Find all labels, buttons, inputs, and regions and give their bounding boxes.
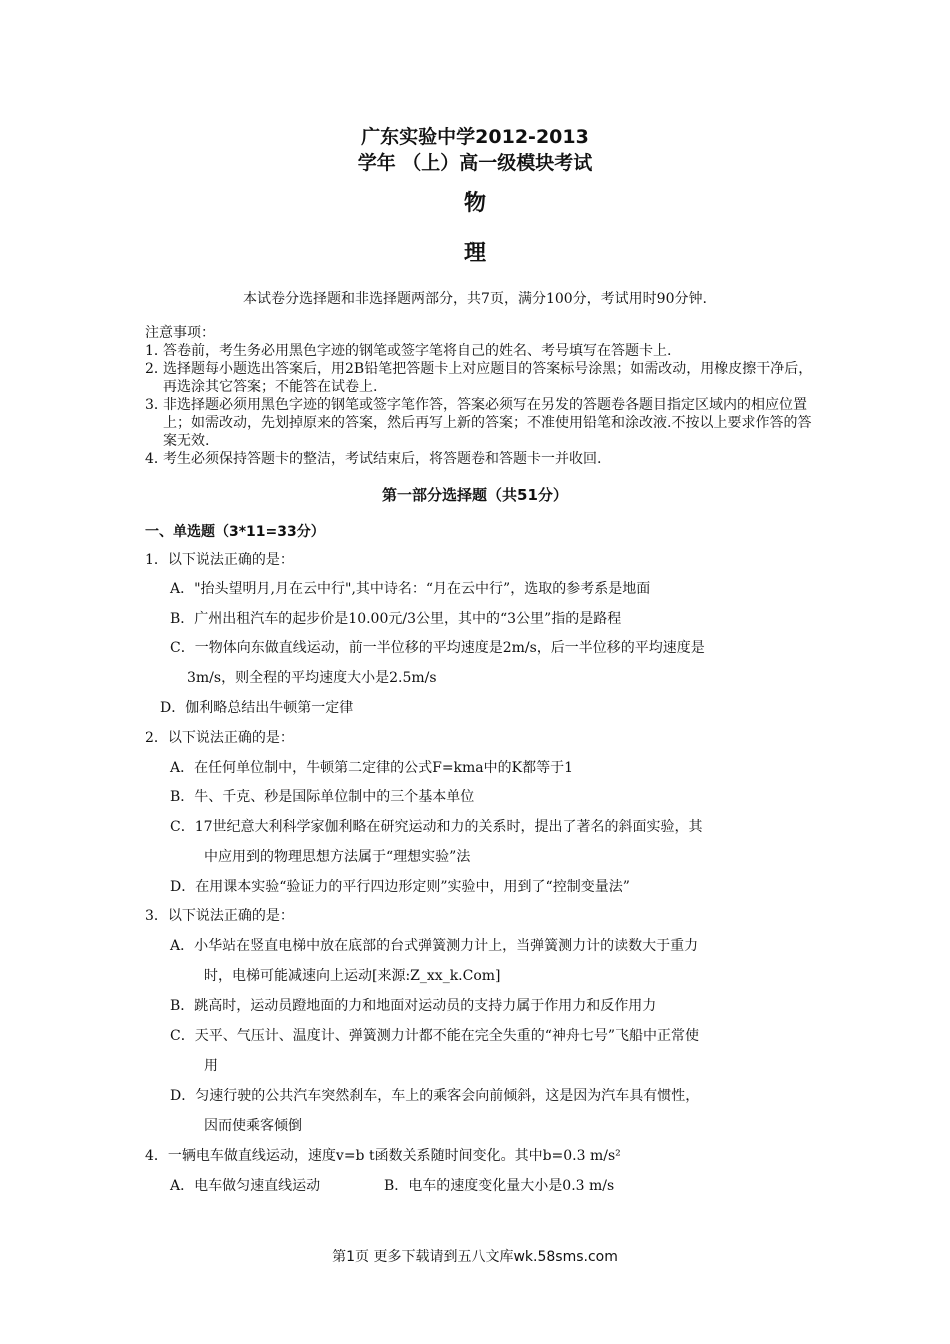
- question-1-option-c-line1: C．一物体向东做直线运动，前一半位移的平均速度是2m/s，后一半位移的平均速度是: [170, 640, 705, 656]
- note-number: 4．: [145, 451, 168, 467]
- note-number: 1．: [145, 343, 168, 359]
- note-item: [145, 342, 825, 360]
- notes-heading: 注意事项：: [145, 325, 215, 341]
- note-number: 2．: [145, 361, 168, 377]
- question-3-option-c-line1: C．天平、气压计、温度计、弹簧测力计都不能在完全失重的“神舟七号”飞船中正常使: [170, 1028, 700, 1044]
- exam-title-line2: 学年 （上）高一级模块考试: [357, 152, 593, 174]
- question-3-option-c-line2: 用: [204, 1058, 218, 1074]
- question-2-option-b: B．牛、千克、秒是国际单位制中的三个基本单位: [170, 789, 475, 805]
- question-1-stem: 1．以下说法正确的是：: [145, 552, 294, 568]
- subject-char-wu: 物: [463, 191, 486, 216]
- question-2-option-d: D．在用课本实验“验证力的平行四边形定则”实验中，用到了“控制变量法”: [170, 879, 630, 895]
- question-3-option-b: B．跳高时，运动员蹬地面的力和地面对运动员的支持力属于作用力和反作用力: [170, 998, 657, 1014]
- question-1-option-c-line2: 3m/s，则全程的平均速度大小是2.5m/s: [187, 670, 437, 686]
- question-1-option-a: A．"抬头望明月,月在云中行",其中诗名：“月在云中行”，选取的参考系是地面: [170, 581, 651, 597]
- question-4-stem: 4．一辆电车做直线运动，速度v=b t函数关系随时间变化。其中b=0.3 m/s²: [145, 1148, 621, 1164]
- part-one-title: 第一部分选择题（共51分）: [382, 486, 568, 504]
- notes-section: [145, 324, 825, 468]
- note-text: 非选择题必须用黑色字迹的钢笔或签字笔作答，答案必须写在另发的答题卷各题目指定区域内的相应位置上；如需改动，先划掉原来的答案，然后再写上新的答案；不准使用铅笔和涂改液.不按以上要求作答的答案无效.: [163, 397, 812, 449]
- note-text: 考生必须保持答题卡的整洁，考试结束后，将答题卷和答题卡一并收回.: [163, 451, 602, 467]
- note-text: 选择题每小题选出答案后，用2B铅笔把答题卡上对应题目的答案标号涂黑；如需改动，用橡皮擦干净后，再选涂其它答案；不能答在试卷上.: [163, 361, 813, 395]
- question-3-option-d-line2: 因而使乘客倾倒: [204, 1118, 302, 1134]
- question-1-option-b: B．广州出租汽车的起步价是10.00元/3公里，其中的“3公里”指的是路程: [170, 611, 622, 627]
- question-2-option-c-line2: 中应用到的物理思想方法属于“理想实验”法: [204, 849, 471, 865]
- question-1-option-d: D．伽利略总结出牛顿第一定律: [160, 700, 354, 716]
- question-3-option-d-line1: D．匀速行驶的公共汽车突然刹车，车上的乘客会向前倾斜，这是因为汽车具有惯性，: [170, 1088, 700, 1104]
- note-item: [145, 360, 825, 396]
- question-3-option-a-line2: 时，电梯可能减速向上运动[来源:Z_xx_k.Com]: [204, 968, 501, 984]
- exam-intro: 本试卷分选择题和非选择题两部分，共7页，满分100分，考试用时90分钟.: [243, 291, 707, 307]
- subject-char-li: 理: [463, 241, 486, 266]
- question-3-stem: 3．以下说法正确的是：: [145, 908, 294, 924]
- question-2-option-a: A．在任何单位制中，牛顿第二定律的公式F=kma中的K都等于1: [170, 760, 574, 776]
- note-item: [145, 450, 825, 468]
- note-item: [145, 396, 825, 450]
- question-4-option-b: B．电车的速度变化量大小是0.3 m/s: [384, 1178, 615, 1194]
- question-3-option-a-line1: A．小华站在竖直电梯中放在底部的台式弹簧测力计上，当弹簧测力计的读数大于重力: [170, 938, 699, 954]
- question-2-option-c-line1: C．17世纪意大利科学家伽利略在研究运动和力的关系时，提出了著名的斜面实验，其: [170, 819, 703, 835]
- question-2-stem: 2．以下说法正确的是：: [145, 730, 294, 746]
- section-single-choice-title: 一、单选题（3*11=33分）: [145, 524, 325, 540]
- note-text: 答卷前，考生务必用黑色字迹的钢笔或签字笔将自己的姓名、考号填写在答题卡上.: [163, 343, 672, 359]
- exam-title-line1: 广东实验中学2012-2013: [361, 126, 589, 148]
- question-4-option-a: A．电车做匀速直线运动: [170, 1178, 321, 1194]
- note-number: 3．: [145, 397, 168, 413]
- page-footer: 第1页 更多下载请到五八文库wk.58sms.com: [332, 1249, 618, 1265]
